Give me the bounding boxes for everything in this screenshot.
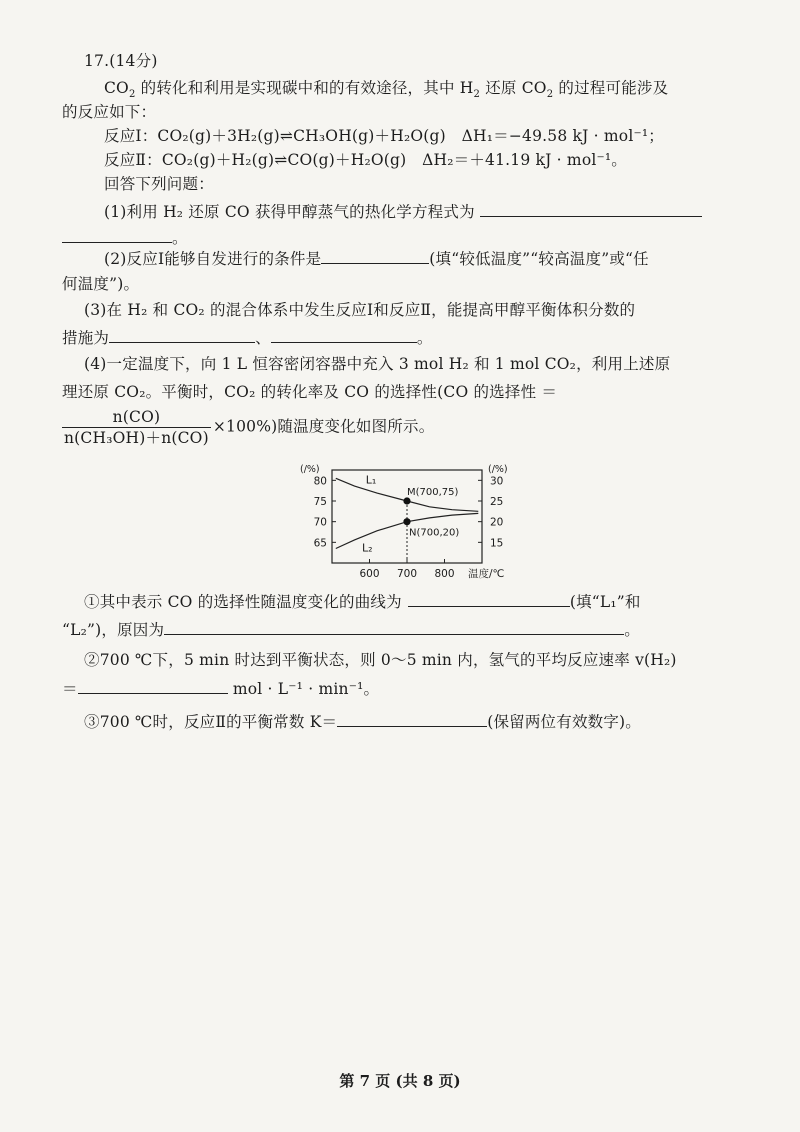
y-right-tick-label: 20 [490,516,504,529]
sub2-line-2: ＝ mol · L⁻¹ · min⁻¹。 [62,677,770,700]
y-right-tick-label: 25 [490,496,504,508]
q3-line-2: 措施为 、 。 [62,326,770,349]
selectivity-fraction: $\frac{n(CO)}{\text{n(CH₃OH)＋n(CO)}}$ [64,408,209,447]
y-right-tick-label: 30 [490,475,504,488]
y-left-tick-label: 70 [313,516,327,529]
series-label-L2: L₂ [362,541,373,555]
reaction-1: 反应Ⅰ：CO₂(g)＋3H₂(g)⇌CH₃OH(g)＋H₂O(g) ΔH₁＝−49.58 kJ · mol⁻¹； [104,127,664,145]
y-right-axis-label: (/%) [488,464,508,475]
q1-line-2: 。 [62,226,770,249]
sub1-line: ①其中表示 CO 的选择性随温度变化的曲线为 (填“L₁”和 [84,590,770,613]
sub1-answer-blank[interactable] [408,590,570,607]
sub2-answer-blank[interactable] [78,677,228,694]
reaction-2: 反应Ⅱ：CO₂(g)＋H₂(g)⇌CO(g)＋H₂O(g) ΔH₂＝＋41.19 kJ · mol⁻¹。 [104,151,627,169]
q1-answer-blank[interactable] [480,200,702,217]
answer-prompt: 回答下列问题： [104,175,214,193]
sub1-reason-blank[interactable] [164,618,624,635]
selectivity-conversion-chart [282,455,542,585]
q3-line: (3)在 H₂ 和 CO₂ 的混合体系中发生反应Ⅰ和反应Ⅱ，能提高甲醇平衡体积分数的 [84,301,636,319]
q2-line-2: 何温度”)。 [62,275,140,293]
q1-answer-blank-2[interactable] [62,226,172,243]
y-right-tick-label: 15 [490,537,504,550]
y-left-axis-label: (/%) [300,464,320,475]
y-left-tick-label: 65 [313,537,327,550]
y-left-tick-label: 75 [313,496,327,508]
sub3-answer-blank[interactable] [337,710,487,727]
q4-line-2: 理还原 CO₂。平衡时，CO₂ 的转化率及 CO 的选择性(CO 的选择性 ＝ [62,383,558,401]
q4-line: (4)一定温度下，向 1 L 恒容密闭容器中充入 3 mol H₂ 和 1 mol CO₂，利用上述原 [84,355,671,373]
point-marker-M [403,497,410,504]
point-marker-N [403,518,410,525]
intro-line-2: 的反应如下： [62,103,157,121]
point-label-M: M(700,75) [407,487,459,498]
q3-answer-blank-2[interactable] [271,326,417,343]
x-tick-label: 600 [359,568,380,580]
q1-line: (1)利用 H₂ 还原 CO 获得甲醇蒸气的热化学方程式为 [104,200,770,223]
q2-line: (2)反应Ⅰ能够自发进行的条件是 (填“较低温度”“较高温度”或“任 [104,247,770,270]
page-footer: 第 7 页 (共 8 页) [339,1072,461,1090]
q3-answer-blank-1[interactable] [109,326,255,343]
x-tick-label: 800 [434,568,455,580]
x-axis-label: 温度/℃ [468,568,505,580]
x-tick-label: 700 [396,568,418,580]
sub2-line: ②700 ℃下，5 min 时达到平衡状态，则 0～5 min 内，氢气的平均反应速率 v(H₂) [84,651,677,669]
q4-line-3: $\frac{n(CO)}{\text{n(CH₃OH)＋n(CO)}}$ ×100%)随温度变化如图所示。 [64,408,435,447]
q2-answer-blank[interactable] [321,247,429,264]
question-number: 17.(14分) [84,52,158,70]
y-left-tick-label: 80 [313,475,327,488]
sub1-line-2: “L₂”)，原因为 。 [62,618,770,641]
point-label-N: N(700,20) [409,527,460,539]
intro-line-1: $CO_2$ 的转化和利用是实现碳中和的有效途径，其中 $H_2$ 还原 $CO_2$ 的过程可能涉及 [104,79,669,101]
sub3-line: ③700 ℃时，反应Ⅱ的平衡常数 K＝ (保留两位有效数字)。 [84,710,770,733]
series-label-L1: L₁ [365,473,377,487]
